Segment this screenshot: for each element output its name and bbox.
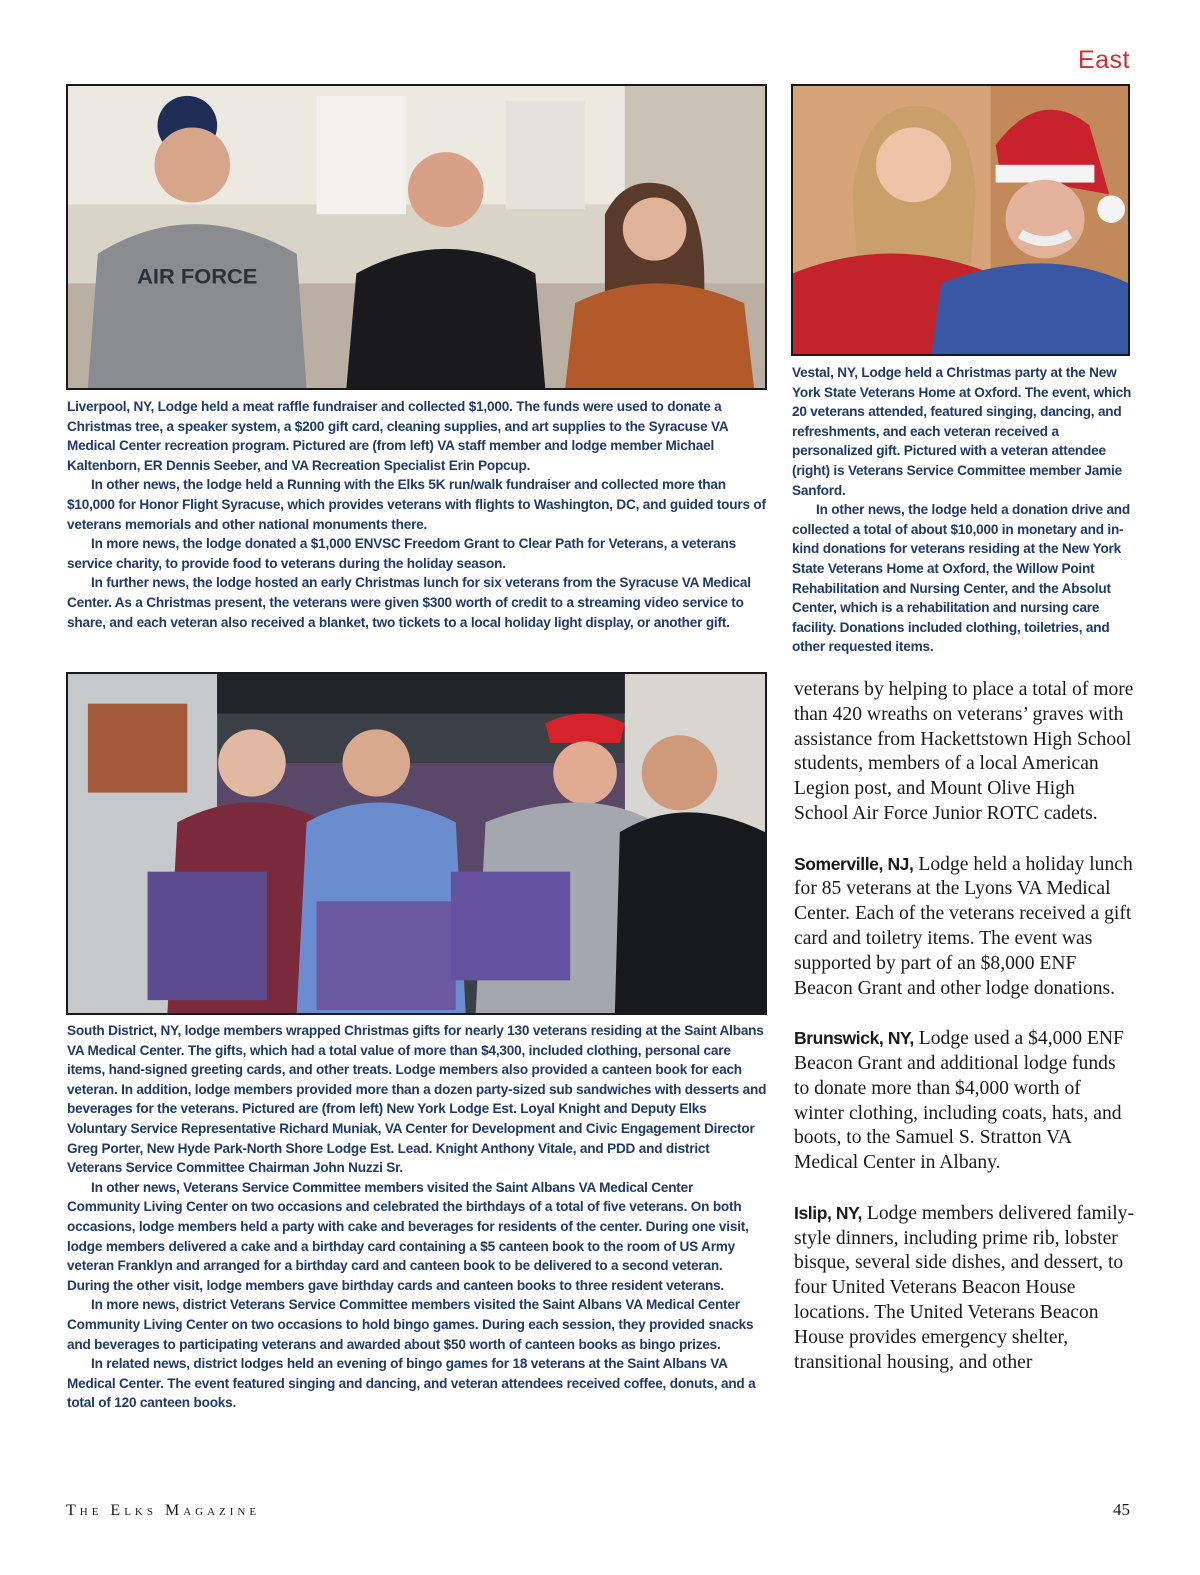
caption-south-district-p2: In other news, Veterans Service Committee members visited the Saint Albans VA Medical Center Community Living Center on two occasions and celebrated the birthdays of a total of five veterans. On both occasions, lodge members held a party with cake and beverages for residents of the center. During one visit, lodge members delivered a cake and a birthday card containing a $5 canteen book to the room of US Army veteran Franklyn and arranged for a birthday card and canteen book to be delivered to a second veteran. During the other visit, lodge members gave birthday cards and canteen books to three resident veterans. — [67, 1179, 749, 1293]
caption-liverpool-place: Liverpool, NY, — [67, 399, 155, 414]
caption-vestal — [792, 363, 1132, 657]
body-column — [794, 678, 1134, 1400]
body-brunswick-place: Brunswick, NY, — [794, 1028, 914, 1049]
footer-magazine-title: The Elks Magazine — [66, 1502, 261, 1519]
caption-vestal-p1: Lodge held a Christmas party at the New York State Veterans Home at Oxford. The event, which 20 veterans attended, featured singing, dancing, and refreshments, and each veteran received a personalized gift. Pictured with a veteran attendee (right) is Veterans Service Committee member Jamie Sanford. — [792, 365, 1132, 498]
photo-vestal — [791, 84, 1130, 356]
body-somerville — [794, 852, 1134, 1002]
caption-south-district-p1: lodge members wrapped Christmas gifts for nearly 130 veterans residing at the Saint Albans VA Medical Center. The gifts, which had a total value of more than $4,300, included clothing, personal care items, hand-signed greeting cards, and other treats. Lodge members also provided a canteen book for each veteran. In addition, lodge members provided more than a dozen party-sized sub sandwiches with desserts and beverages for the veterans. Pictured are (from left) New York Lodge Est. Loyal Knight and Deputy Elks Voluntary Service Representative Richard Muniak, VA Center for Development and Civic Engagement Director Greg Porter, New Hyde Park-North Shore Lodge Est. Lead. Knight Anthony Vitale, and PDD and district Veterans Service Committee Chairman John Nuzzi Sr. — [67, 1023, 767, 1176]
caption-vestal-place: Vestal, NY, — [792, 365, 858, 380]
caption-south-district-p4: In related news, district lodges held an evening of bingo games for 18 veterans at the Saint Albans VA Medical Center. The event featured singing and dancing, and veteran attendees received coffee, donuts, and a total of 120 canteen books. — [67, 1356, 756, 1411]
caption-south-district-p3: In more news, district Veterans Service Committee members visited the Saint Albans VA Medical Center Community Living Center on two occasions to hold bingo games. During each session, they provided snacks and beverages to participating veterans and awarded about $50 worth of canteen books as bingo prizes. — [67, 1297, 754, 1352]
body-brunswick-text: Lodge used a $4,000 ENF Beacon Grant and additional lodge funds to donate more than $4,000 worth of winter clothing, including coats, hats, and boots, to the Samuel S. Stratton VA Medical Center in Albany. — [794, 1028, 1124, 1174]
caption-liverpool-p3: In more news, the lodge donated a $1,000 ENVSC Freedom Grant to Clear Path for Veterans, a veterans service charity, to provide food to veterans during the holiday season. — [67, 536, 736, 571]
body-somerville-place: Somerville, NJ, — [794, 853, 914, 874]
caption-liverpool — [67, 397, 767, 632]
body-brunswick — [794, 1026, 1134, 1176]
caption-liverpool-p2: In other news, the lodge held a Running with the Elks 5K run/walk fundraiser and collected more than $10,000 for Honor Flight Syracuse, which provides veterans with flights to Washington, DC, and guided tours of veterans memorials and other national monuments there. — [67, 477, 766, 532]
caption-liverpool-p1: Lodge held a meat raffle fundraiser and collected $1,000. The funds were used to donate a Christmas tree, a speaker system, a $200 gift card, cleaning supplies, and art supplies to the Syracuse VA Medical Center recreation program. Pictured are (from left) VA staff member and lodge member Michael Kaltenborn, ER Dennis Seeber, and VA Recreation Specialist Erin Popcup. — [67, 399, 729, 473]
body-continued: veterans by helping to place a total of more than 420 wreaths on veterans’ graves with assistance from Hackettstown High School students, members of a local American Legion post, and Mount Olive High School Air Force Junior ROTC cadets. — [794, 679, 1134, 824]
section-label: East — [1077, 46, 1130, 74]
body-somerville-text: Lodge held a holiday lunch for 85 veterans at the Lyons VA Medical Center. Each of the veterans received a gift card and toiletry items. The event was supported by part of an $8,000 ENF Beacon Grant and other lodge donations. — [794, 853, 1133, 999]
body-islip-place: Islip, NY, — [794, 1202, 862, 1223]
caption-south-district — [67, 1021, 767, 1413]
photo-liverpool — [66, 84, 767, 390]
photo-south-district — [66, 672, 767, 1015]
shirt-text: AIR FORCE — [137, 263, 258, 289]
caption-vestal-p2: In other news, the lodge held a donation drive and collected a total of about $10,000 in monetary and in-kind donations for veterans residing at the New York State Veterans Home at Oxford, the Willow Point Rehabilitation and Nursing Center, and the Absolut Center, which is a rehabilitation and nursing care facility. Donations included clothing, toiletries, and other requested items. — [792, 502, 1131, 655]
body-islip — [794, 1201, 1134, 1376]
caption-south-district-place: South District, NY, — [67, 1023, 182, 1038]
footer-page-number: 45 — [1113, 1500, 1130, 1519]
caption-liverpool-p4: In further news, the lodge hosted an early Christmas lunch for six veterans from the Syracuse VA Medical Center. As a Christmas present, the veterans were given $300 worth of credit to a streaming video service to share, and each veteran also received a blanket, two tickets to a local holiday light display, or another gift. — [67, 575, 751, 630]
body-islip-text: Lodge members delivered family-style dinners, including prime rib, lobster bisque, several side dishes, and dessert, to four United Veterans Beacon House locations. The United Veterans Beacon House provides emergency shelter, transitional housing, and other — [794, 1202, 1135, 1373]
